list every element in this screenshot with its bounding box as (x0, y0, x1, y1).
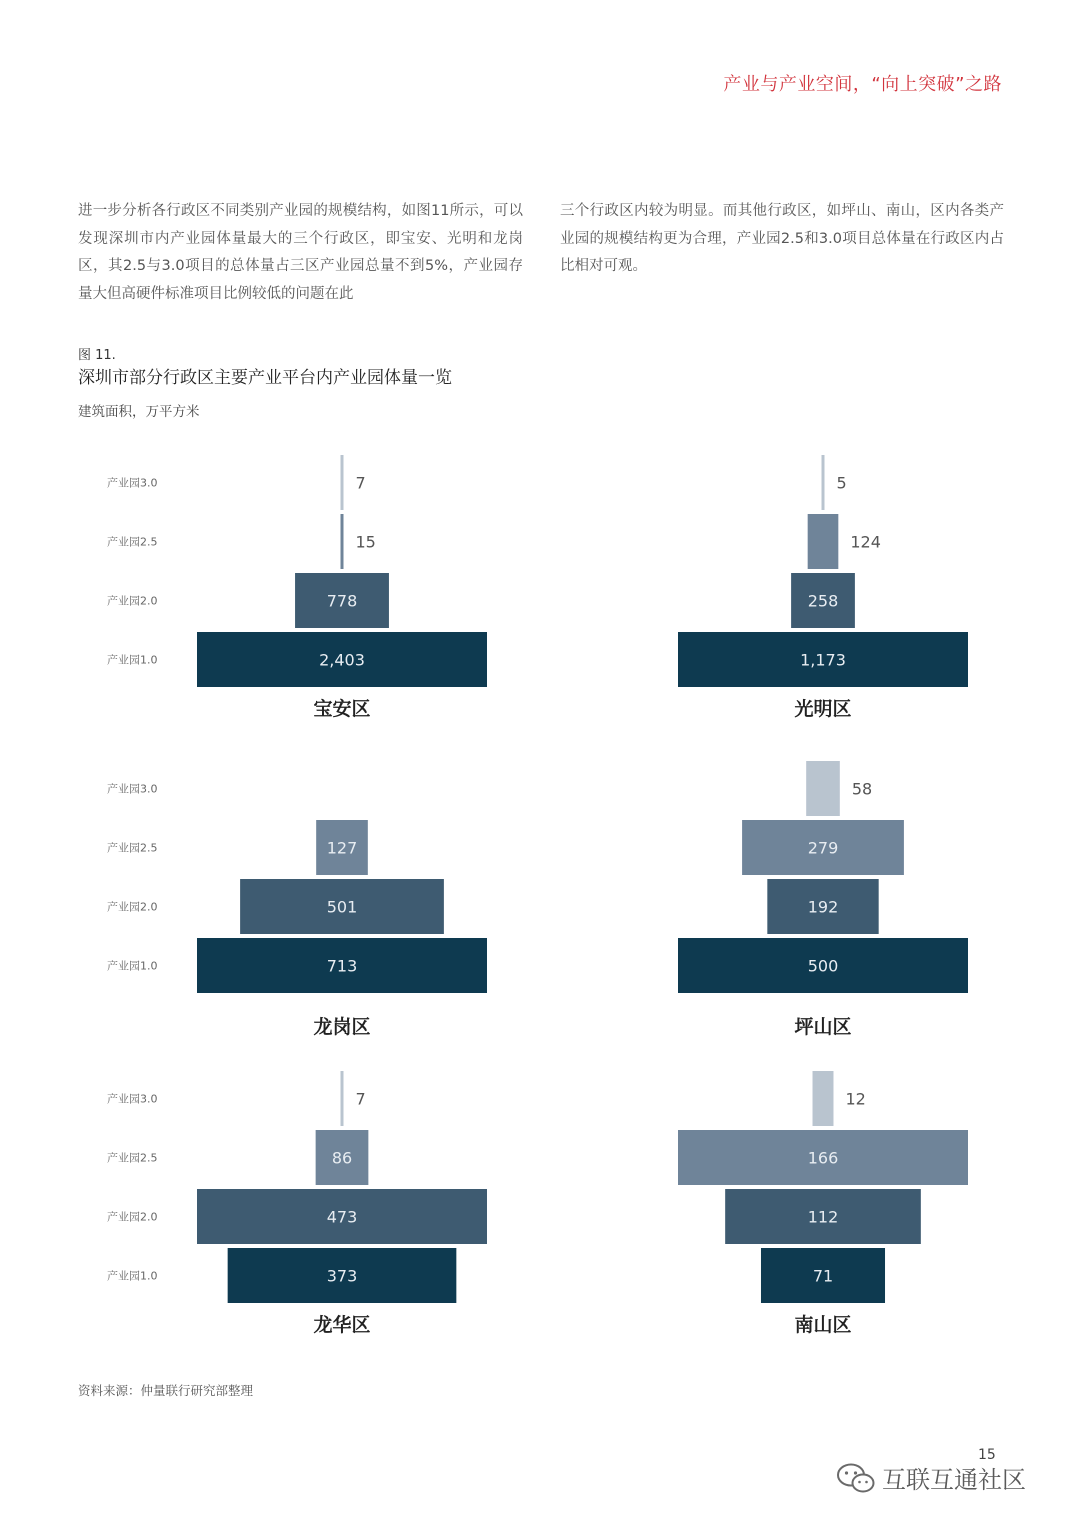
bar-产业园3.0 (341, 455, 344, 510)
data-label: 58 (851, 779, 873, 799)
figure-unit: 建筑面积，万平方米 (78, 404, 200, 420)
data-label: 778 (326, 591, 358, 611)
watermark (836, 1460, 1026, 1495)
data-label: 473 (326, 1207, 358, 1227)
body-text-left: 进一步分析各行政区不同类别产业园的规模结构，如图11所示，可以发现深圳市内产业园体量最大的三个行政区，即宝安、光明和龙岗区，其2.5与3.0项目的总体量占三区产业园总量不到5%，产业园存量大但高硬件标准项目比例较低的问题在此 (78, 203, 523, 302)
data-label: 112 (807, 1207, 839, 1227)
data-label: 373 (326, 1266, 358, 1286)
district-name: 龙岗区 (313, 1016, 371, 1038)
bar-产业园3.0 (806, 761, 840, 816)
wechat-icon (836, 1461, 876, 1495)
bar-产业园2.5 (341, 514, 344, 569)
category-label: 产业园2.5 (107, 841, 158, 855)
district-name: 宝安区 (313, 698, 371, 720)
data-label: 713 (326, 956, 358, 976)
category-label: 产业园1.0 (107, 959, 158, 973)
figure-number: 图 11. (78, 348, 116, 363)
district-name: 坪山区 (794, 1016, 852, 1038)
category-label: 产业园2.0 (107, 1210, 158, 1224)
source-note: 资料来源：仲量联行研究部整理 (78, 1383, 254, 1398)
district-name: 光明区 (794, 698, 852, 720)
category-label: 产业园2.0 (107, 594, 158, 608)
category-label: 产业园1.0 (107, 1269, 158, 1283)
data-label: 501 (326, 897, 358, 917)
category-label: 产业园1.0 (107, 653, 158, 667)
data-label: 1,173 (800, 650, 846, 670)
data-label: 258 (807, 591, 839, 611)
category-label: 产业园2.5 (107, 535, 158, 549)
data-label: 5 (836, 473, 847, 493)
district-name: 南山区 (794, 1314, 852, 1336)
data-label: 15 (355, 532, 376, 552)
data-label: 71 (812, 1266, 834, 1286)
category-label: 产业园2.0 (107, 900, 158, 914)
data-label: 86 (331, 1148, 353, 1168)
category-label: 产业园3.0 (107, 782, 158, 796)
district-name: 龙华区 (313, 1314, 371, 1336)
data-label: 166 (807, 1148, 839, 1168)
watermark-text: 互联互通社区 (882, 1466, 1026, 1494)
category-label: 产业园3.0 (107, 1092, 158, 1106)
category-label: 产业园3.0 (107, 476, 158, 490)
data-label: 500 (807, 956, 839, 976)
data-label: 192 (807, 897, 839, 917)
data-label: 127 (326, 838, 358, 858)
data-label: 7 (355, 473, 366, 493)
data-label: 279 (807, 838, 839, 858)
bar-产业园3.0 (341, 1071, 344, 1126)
page-number: 15 (978, 1447, 996, 1463)
body-text-right: 三个行政区内较为明显。而其他行政区，如坪山、南山，区内各类产业园的规模结构更为合理，产业园2.5和3.0项目总体量在行政区内占比相对可观。 (560, 203, 1004, 274)
header-title: 产业与产业空间，“向上突破”之路 (723, 74, 1002, 95)
bar-产业园2.5 (808, 514, 839, 569)
data-label: 12 (845, 1089, 866, 1109)
figure-title: 深圳市部分行政区主要产业平台内产业园体量一览 (78, 368, 452, 388)
bar-产业园3.0 (822, 455, 825, 510)
data-label: 124 (850, 532, 881, 552)
data-label: 2,403 (319, 650, 365, 670)
category-label: 产业园2.5 (107, 1151, 158, 1165)
data-label: 7 (355, 1089, 366, 1109)
bar-产业园3.0 (813, 1071, 834, 1126)
